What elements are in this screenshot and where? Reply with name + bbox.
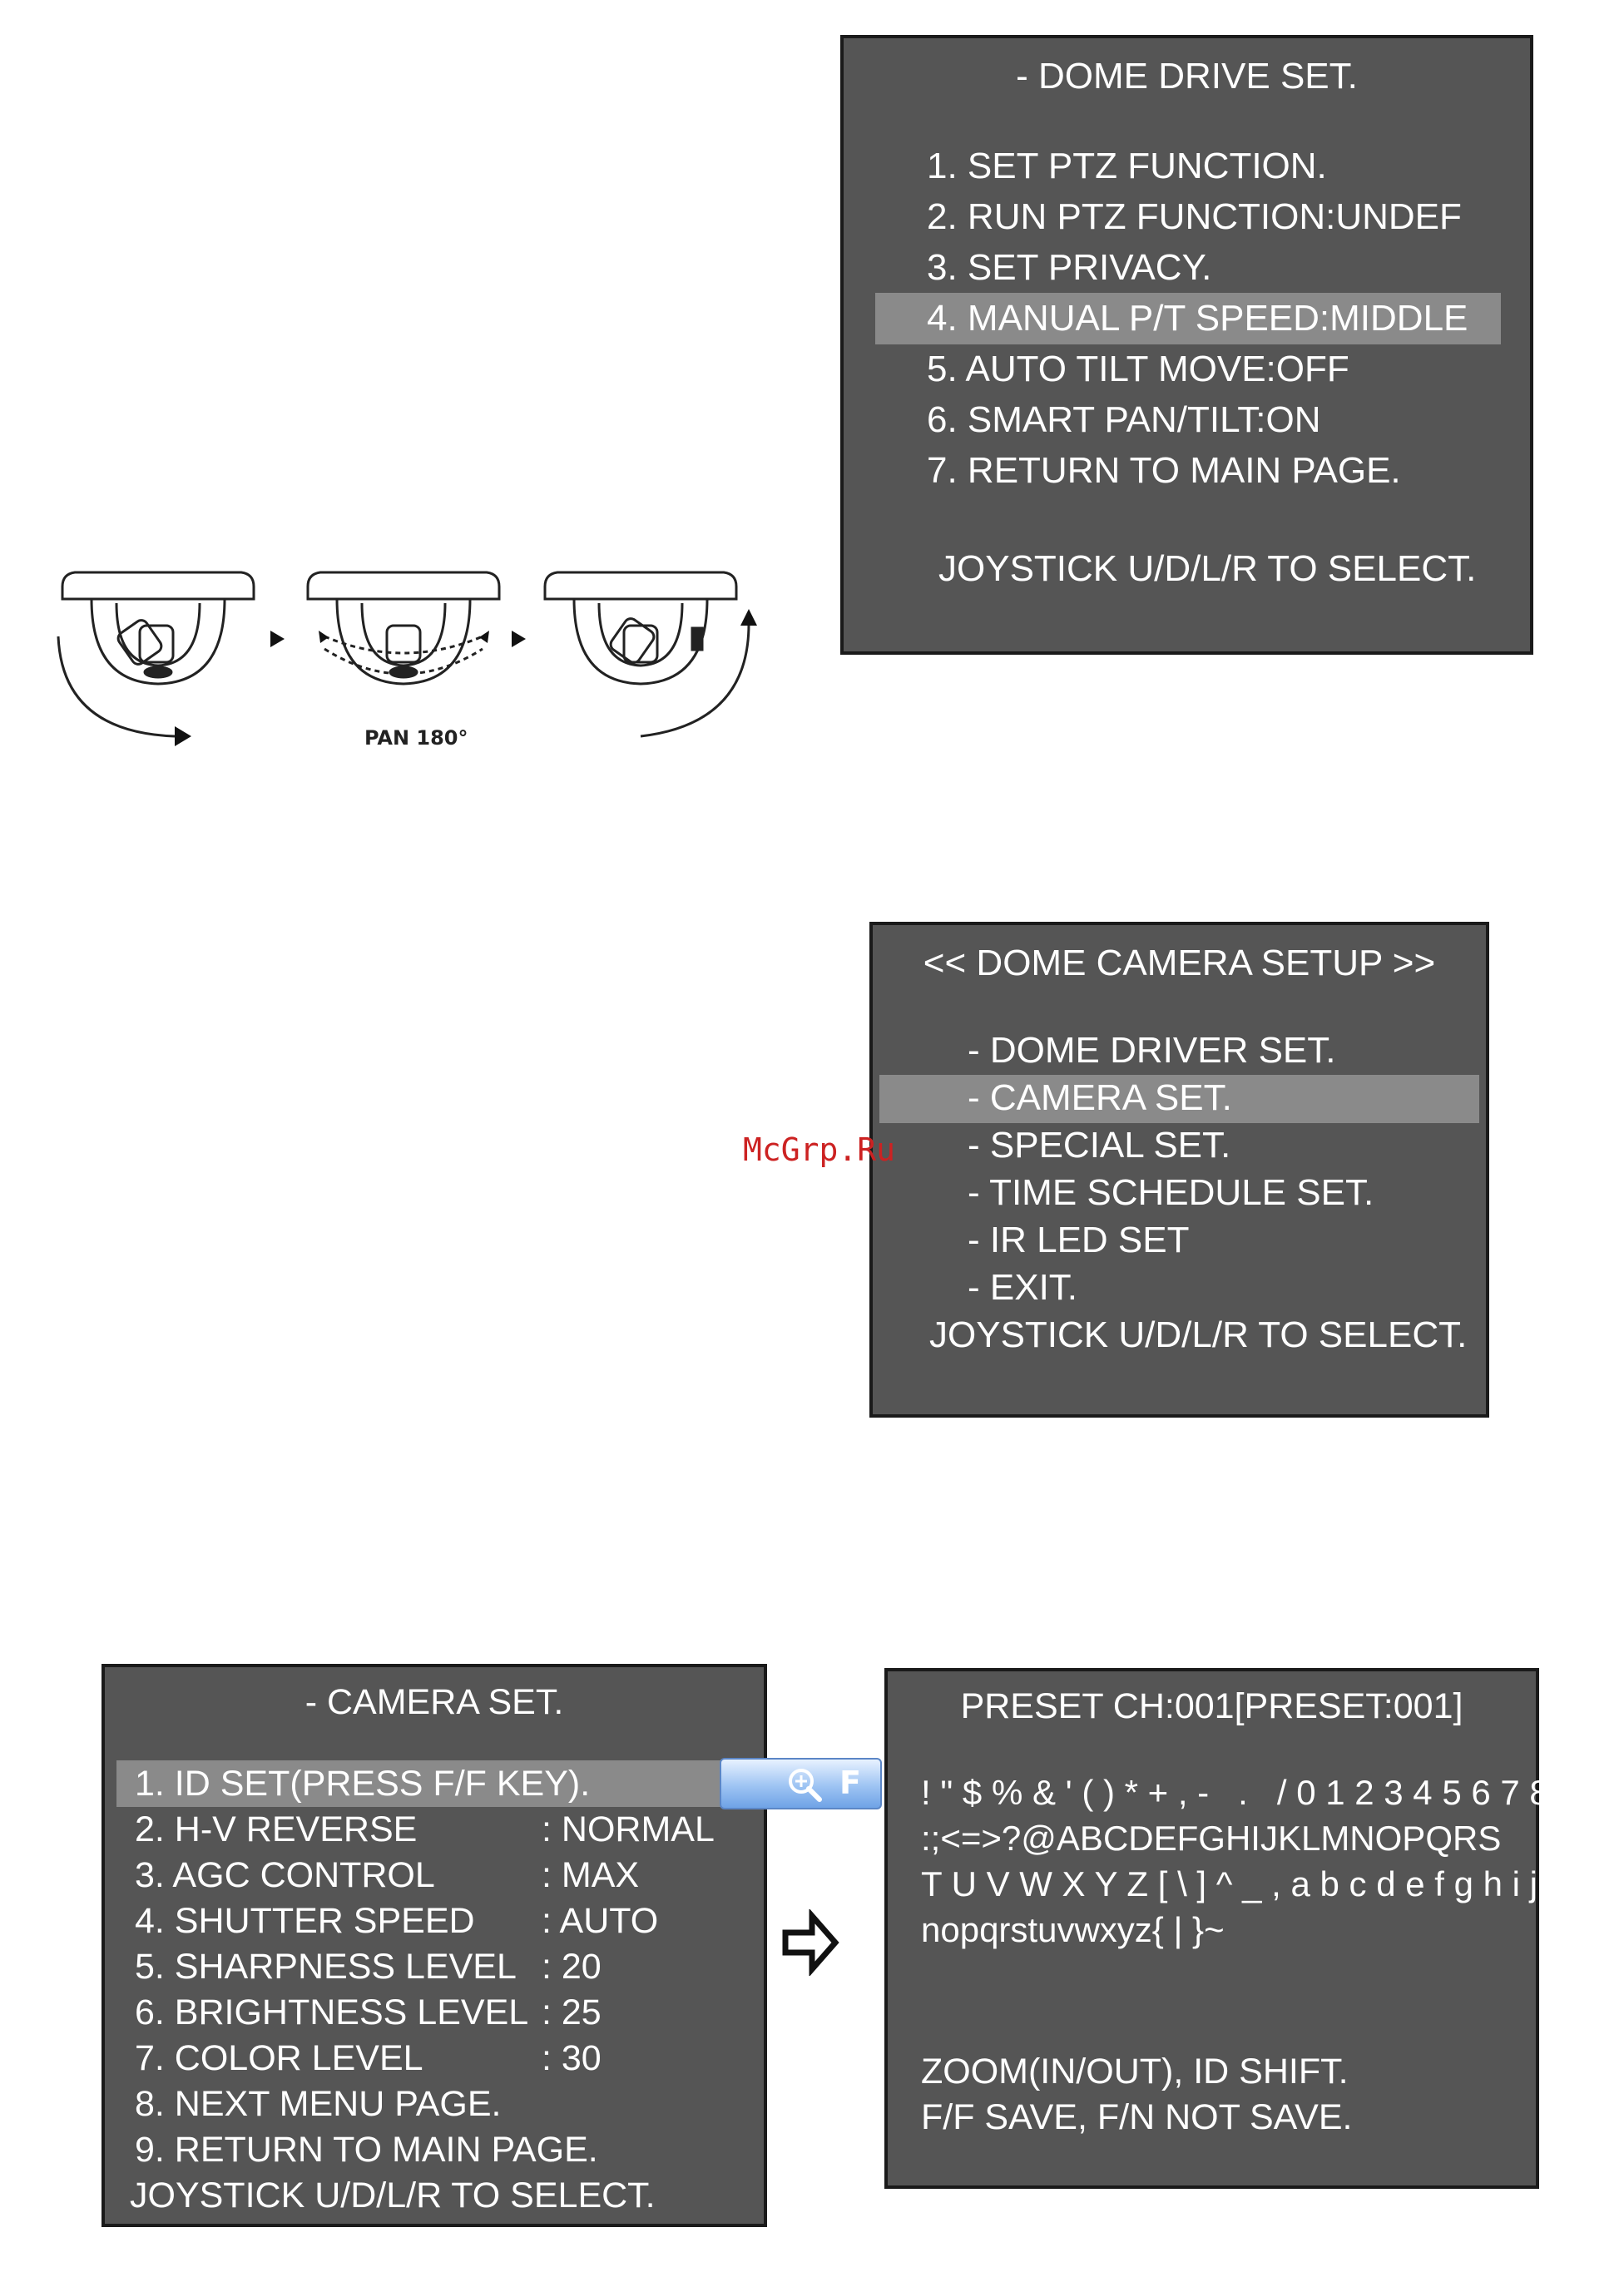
joystick-hint: JOYSTICK U/D/L/R TO SELECT.: [130, 2176, 656, 2215]
menu-item-smart-pan-tilt[interactable]: 6. SMART PAN/TILT:ON: [927, 399, 1321, 440]
preset-title-panel: [884, 1668, 1622, 2189]
menu-item-run-ptz-function[interactable]: 2. RUN PTZ FUNCTION:UNDEF: [927, 196, 1462, 237]
arrow-right-icon: [479, 631, 489, 643]
menu-value-brightness-level: : 25: [542, 1992, 602, 2032]
pan-180-label: PAN 180°: [364, 726, 468, 750]
menu-item-time-schedule-set[interactable]: - TIME SCHEDULE SET.: [968, 1172, 1374, 1213]
menu-item-brightness-level[interactable]: 6. BRIGHTNESS LEVEL: [135, 1992, 529, 2032]
watermark: McGrp.Ru: [743, 1131, 896, 1168]
menu-value-agc-control: : MAX: [542, 1855, 640, 1895]
menu-item-exit[interactable]: - EXIT.: [968, 1267, 1078, 1308]
dome-camera-icon-2: [308, 572, 499, 684]
menu-item-camera-set[interactable]: - CAMERA SET.: [968, 1077, 1232, 1118]
menu-value-shutter-speed: : AUTO: [542, 1901, 659, 1941]
arrow-up-icon: [740, 609, 757, 626]
charset-line-1[interactable]: ! " $ % & ' ( ) * + , - . / 0 1 2 3 4 5 6 7 8 9: [921, 1773, 1578, 1812]
menu-value-color-level: : 30: [542, 2038, 602, 2078]
help-line-zoom: ZOOM(IN/OUT), ID SHIFT.: [921, 2052, 1349, 2091]
panel-title: - DOME DRIVE SET.: [1016, 56, 1358, 97]
joystick-hint: JOYSTICK U/D/L/R TO SELECT.: [938, 548, 1477, 589]
arrow-right-icon: [782, 1909, 840, 1976]
menu-value-sharpness-level: : 20: [542, 1947, 602, 1987]
menu-item-sharpness-level[interactable]: 5. SHARPNESS LEVEL: [135, 1947, 517, 1987]
menu-item-ir-led-set[interactable]: - IR LED SET: [968, 1220, 1190, 1260]
menu-item-agc-control[interactable]: 3. AGC CONTROL: [135, 1855, 435, 1895]
menu-item-next-menu-page[interactable]: 8. NEXT MENU PAGE.: [135, 2084, 502, 2124]
joystick-hint: JOYSTICK U/D/L/R TO SELECT.: [929, 1314, 1468, 1355]
menu-item-return-main-page[interactable]: 9. RETURN TO MAIN PAGE.: [135, 2130, 598, 2170]
arrow-right-icon: [175, 726, 191, 746]
dome-camera-icon-3: [545, 572, 749, 736]
menu-item-manual-pt-speed[interactable]: 4. MANUAL P/T SPEED:MIDDLE: [927, 298, 1468, 339]
camera-set-panel: [102, 1664, 767, 2227]
dome-camera-icon-1: [58, 572, 254, 736]
menu-item-return-main-page[interactable]: 7. RETURN TO MAIN PAGE.: [927, 450, 1401, 491]
panel-title: PRESET CH:001[PRESET:001]: [960, 1686, 1463, 1726]
dome-camera-setup-panel: [869, 922, 1489, 1418]
dome-drive-set-panel: [840, 35, 1533, 655]
help-line-save: F/F SAVE, F/N NOT SAVE.: [921, 2097, 1353, 2137]
menu-item-auto-tilt-move[interactable]: 5. AUTO TILT MOVE:OFF: [927, 349, 1349, 389]
charset-line-3[interactable]: T U V W X Y Z [ \ ] ^ _ , a b c d e f g h i j k l m: [921, 1864, 1622, 1903]
menu-item-set-privacy[interactable]: 3. SET PRIVACY.: [927, 247, 1212, 288]
menu-item-shutter-speed[interactable]: 4. SHUTTER SPEED: [135, 1901, 475, 1941]
arrow-left-icon: [319, 631, 329, 643]
menu-item-hv-reverse[interactable]: 2. H-V REVERSE: [135, 1809, 418, 1849]
arrow-right-icon: [270, 631, 285, 647]
f-key-label: F: [839, 1765, 861, 1801]
menu-value-hv-reverse: : NORMAL: [542, 1809, 715, 1849]
menu-item-dome-driver-set[interactable]: - DOME DRIVER SET.: [968, 1030, 1336, 1071]
menu-item-set-ptz-function[interactable]: 1. SET PTZ FUNCTION.: [927, 146, 1327, 186]
panel-title: - CAMERA SET.: [304, 1682, 564, 1722]
zoom-in-icon: [786, 1766, 824, 1804]
menu-item-id-set[interactable]: 1. ID SET(PRESS F/F KEY).: [135, 1764, 591, 1804]
menu-item-color-level[interactable]: 7. COLOR LEVEL: [135, 2038, 423, 2078]
charset-line-4[interactable]: nopqrstuvwxyz{ | }~: [921, 1910, 1225, 1949]
zoom-focus-button[interactable]: [720, 1758, 882, 1809]
arrow-right-icon: [512, 631, 526, 647]
charset-line-2[interactable]: :;<=>?@ABCDEFGHIJKLMNOPQRS: [921, 1819, 1502, 1858]
panel-title: << DOME CAMERA SETUP >>: [923, 943, 1436, 983]
menu-item-special-set[interactable]: - SPECIAL SET.: [968, 1125, 1231, 1166]
